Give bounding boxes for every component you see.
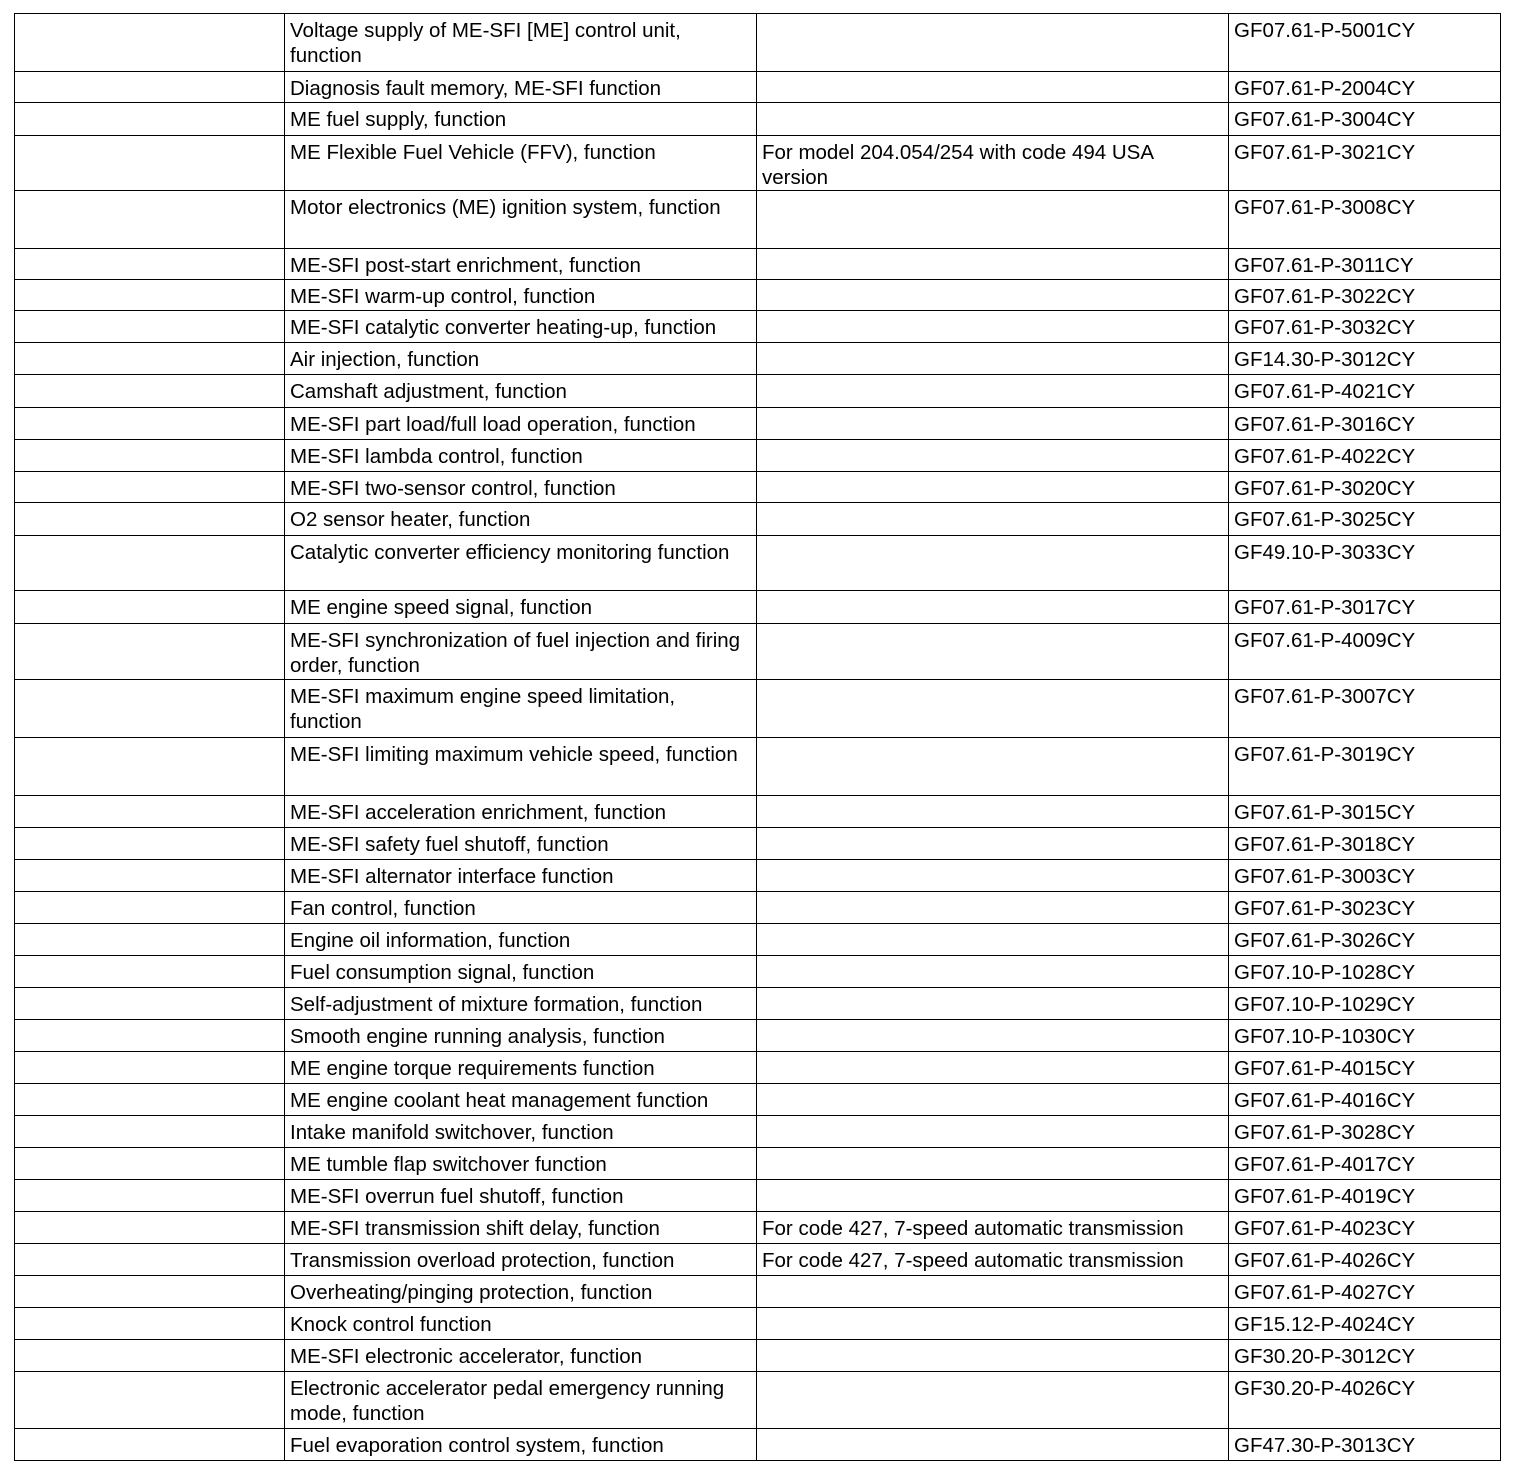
table-row bbox=[15, 1116, 1501, 1148]
code-cell: GF30.20-P-3012CY bbox=[1229, 1340, 1501, 1372]
note-cell bbox=[757, 1340, 1229, 1372]
code-cell: GF07.61-P-3017CY bbox=[1229, 591, 1501, 624]
row-blank-cell bbox=[15, 860, 285, 892]
code-cell: GF07.61-P-3007CY bbox=[1229, 680, 1501, 738]
table-row bbox=[15, 440, 1501, 472]
table-row bbox=[15, 988, 1501, 1020]
row-blank-cell bbox=[15, 136, 285, 191]
note-cell bbox=[757, 591, 1229, 624]
table-row bbox=[15, 375, 1501, 408]
table-row bbox=[15, 408, 1501, 440]
code-cell: GF07.61-P-4015CY bbox=[1229, 1052, 1501, 1084]
function-cell: O2 sensor heater, function bbox=[285, 503, 757, 536]
code-cell: GF07.61-P-3028CY bbox=[1229, 1116, 1501, 1148]
function-cell: Intake manifold switchover, function bbox=[285, 1116, 757, 1148]
code-cell: GF30.20-P-4026CY bbox=[1229, 1372, 1501, 1429]
table-row bbox=[15, 1276, 1501, 1308]
table-row bbox=[15, 1180, 1501, 1212]
code-cell: GF07.61-P-3015CY bbox=[1229, 796, 1501, 828]
row-blank-cell bbox=[15, 738, 285, 796]
function-cell: ME engine coolant heat management function bbox=[285, 1084, 757, 1116]
row-blank-cell bbox=[15, 1308, 285, 1340]
note-cell: For model 204.054/254 with code 494 USA version bbox=[757, 136, 1229, 191]
note-cell bbox=[757, 249, 1229, 280]
function-cell: ME-SFI catalytic converter heating-up, function bbox=[285, 311, 757, 343]
table-row bbox=[15, 72, 1501, 103]
note-cell bbox=[757, 988, 1229, 1020]
code-cell: GF07.61-P-3021CY bbox=[1229, 136, 1501, 191]
table-row bbox=[15, 1084, 1501, 1116]
table-row bbox=[15, 311, 1501, 343]
function-cell: ME-SFI safety fuel shutoff, function bbox=[285, 828, 757, 860]
function-cell: Overheating/pinging protection, function bbox=[285, 1276, 757, 1308]
code-cell: GF07.10-P-1028CY bbox=[1229, 956, 1501, 988]
table-row bbox=[15, 624, 1501, 680]
note-cell bbox=[757, 103, 1229, 136]
code-cell: GF07.61-P-3018CY bbox=[1229, 828, 1501, 860]
note-cell bbox=[757, 280, 1229, 311]
code-cell: GF07.61-P-5001CY bbox=[1229, 14, 1501, 72]
table-row bbox=[15, 828, 1501, 860]
function-cell: ME-SFI lambda control, function bbox=[285, 440, 757, 472]
code-cell: GF07.10-P-1030CY bbox=[1229, 1020, 1501, 1052]
row-blank-cell bbox=[15, 924, 285, 956]
function-cell: Fuel evaporation control system, function bbox=[285, 1429, 757, 1461]
code-cell: GF07.61-P-4016CY bbox=[1229, 1084, 1501, 1116]
function-cell: Catalytic converter efficiency monitoring function bbox=[285, 536, 757, 591]
function-cell: ME-SFI warm-up control, function bbox=[285, 280, 757, 311]
function-cell: ME engine speed signal, function bbox=[285, 591, 757, 624]
function-cell: Voltage supply of ME-SFI [ME] control unit, function bbox=[285, 14, 757, 72]
row-blank-cell bbox=[15, 191, 285, 249]
code-cell: GF07.10-P-1029CY bbox=[1229, 988, 1501, 1020]
table-row bbox=[15, 136, 1501, 191]
table-row bbox=[15, 280, 1501, 311]
row-blank-cell bbox=[15, 72, 285, 103]
function-cell: ME-SFI synchronization of fuel injection and firing order, function bbox=[285, 624, 757, 680]
function-cell: ME-SFI post-start enrichment, function bbox=[285, 249, 757, 280]
code-cell: GF07.61-P-4019CY bbox=[1229, 1180, 1501, 1212]
row-blank-cell bbox=[15, 828, 285, 860]
table-row bbox=[15, 956, 1501, 988]
table-row bbox=[15, 1429, 1501, 1461]
code-cell: GF07.61-P-4009CY bbox=[1229, 624, 1501, 680]
function-cell: ME-SFI electronic accelerator, function bbox=[285, 1340, 757, 1372]
row-blank-cell bbox=[15, 1212, 285, 1244]
table-row bbox=[15, 1244, 1501, 1276]
table-row bbox=[15, 1308, 1501, 1340]
function-cell: Motor electronics (ME) ignition system, function bbox=[285, 191, 757, 249]
row-blank-cell bbox=[15, 503, 285, 536]
note-cell bbox=[757, 191, 1229, 249]
row-blank-cell bbox=[15, 280, 285, 311]
note-cell bbox=[757, 1308, 1229, 1340]
note-cell bbox=[757, 1052, 1229, 1084]
note-cell bbox=[757, 1084, 1229, 1116]
note-cell bbox=[757, 624, 1229, 680]
note-cell bbox=[757, 892, 1229, 924]
row-blank-cell bbox=[15, 796, 285, 828]
note-cell bbox=[757, 72, 1229, 103]
function-cell: Engine oil information, function bbox=[285, 924, 757, 956]
code-cell: GF07.61-P-3022CY bbox=[1229, 280, 1501, 311]
note-cell bbox=[757, 408, 1229, 440]
table-row bbox=[15, 1052, 1501, 1084]
table-row bbox=[15, 503, 1501, 536]
code-cell: GF07.61-P-3020CY bbox=[1229, 472, 1501, 503]
note-cell bbox=[757, 1116, 1229, 1148]
function-cell: Smooth engine running analysis, function bbox=[285, 1020, 757, 1052]
code-cell: GF07.61-P-4026CY bbox=[1229, 1244, 1501, 1276]
function-cell: ME fuel supply, function bbox=[285, 103, 757, 136]
row-blank-cell bbox=[15, 956, 285, 988]
table-row bbox=[15, 1340, 1501, 1372]
table-row bbox=[15, 343, 1501, 375]
table-row bbox=[15, 472, 1501, 503]
code-cell: GF07.61-P-3003CY bbox=[1229, 860, 1501, 892]
function-cell: ME-SFI transmission shift delay, function bbox=[285, 1212, 757, 1244]
code-cell: GF07.61-P-4027CY bbox=[1229, 1276, 1501, 1308]
row-blank-cell bbox=[15, 591, 285, 624]
row-blank-cell bbox=[15, 14, 285, 72]
row-blank-cell bbox=[15, 624, 285, 680]
note-cell bbox=[757, 440, 1229, 472]
code-cell: GF49.10-P-3033CY bbox=[1229, 536, 1501, 591]
table-row bbox=[15, 591, 1501, 624]
row-blank-cell bbox=[15, 1429, 285, 1461]
code-cell: GF07.61-P-3019CY bbox=[1229, 738, 1501, 796]
row-blank-cell bbox=[15, 680, 285, 738]
code-cell: GF07.61-P-4022CY bbox=[1229, 440, 1501, 472]
code-cell: GF07.61-P-3023CY bbox=[1229, 892, 1501, 924]
row-blank-cell bbox=[15, 103, 285, 136]
row-blank-cell bbox=[15, 536, 285, 591]
note-cell bbox=[757, 311, 1229, 343]
code-cell: GF07.61-P-3004CY bbox=[1229, 103, 1501, 136]
function-cell: ME engine torque requirements function bbox=[285, 1052, 757, 1084]
row-blank-cell bbox=[15, 1276, 285, 1308]
code-cell: GF07.61-P-3008CY bbox=[1229, 191, 1501, 249]
function-cell: ME-SFI acceleration enrichment, function bbox=[285, 796, 757, 828]
table-row bbox=[15, 860, 1501, 892]
function-cell: Diagnosis fault memory, ME-SFI function bbox=[285, 72, 757, 103]
note-cell bbox=[757, 1372, 1229, 1429]
row-blank-cell bbox=[15, 892, 285, 924]
note-cell bbox=[757, 503, 1229, 536]
row-blank-cell bbox=[15, 1244, 285, 1276]
row-blank-cell bbox=[15, 1340, 285, 1372]
row-blank-cell bbox=[15, 375, 285, 408]
code-cell: GF07.61-P-3032CY bbox=[1229, 311, 1501, 343]
row-blank-cell bbox=[15, 1148, 285, 1180]
table-row bbox=[15, 680, 1501, 738]
row-blank-cell bbox=[15, 1180, 285, 1212]
code-cell: GF14.30-P-3012CY bbox=[1229, 343, 1501, 375]
row-blank-cell bbox=[15, 440, 285, 472]
code-cell: GF15.12-P-4024CY bbox=[1229, 1308, 1501, 1340]
note-cell bbox=[757, 1180, 1229, 1212]
note-cell bbox=[757, 680, 1229, 738]
table-row bbox=[15, 1212, 1501, 1244]
note-cell bbox=[757, 1429, 1229, 1461]
table-row bbox=[15, 924, 1501, 956]
code-cell: GF07.61-P-4023CY bbox=[1229, 1212, 1501, 1244]
row-blank-cell bbox=[15, 988, 285, 1020]
note-cell bbox=[757, 343, 1229, 375]
function-cell: ME tumble flap switchover function bbox=[285, 1148, 757, 1180]
function-cell: ME-SFI two-sensor control, function bbox=[285, 472, 757, 503]
table-row bbox=[15, 1372, 1501, 1429]
row-blank-cell bbox=[15, 1052, 285, 1084]
row-blank-cell bbox=[15, 343, 285, 375]
code-cell: GF07.61-P-4017CY bbox=[1229, 1148, 1501, 1180]
note-cell bbox=[757, 472, 1229, 503]
function-cell: ME-SFI maximum engine speed limitation, function bbox=[285, 680, 757, 738]
function-cell: Transmission overload protection, function bbox=[285, 1244, 757, 1276]
note-cell bbox=[757, 1148, 1229, 1180]
row-blank-cell bbox=[15, 1020, 285, 1052]
note-cell bbox=[757, 14, 1229, 72]
function-cell: Camshaft adjustment, function bbox=[285, 375, 757, 408]
note-cell bbox=[757, 924, 1229, 956]
note-cell bbox=[757, 828, 1229, 860]
function-cell: ME-SFI part load/full load operation, function bbox=[285, 408, 757, 440]
code-cell: GF07.61-P-3025CY bbox=[1229, 503, 1501, 536]
function-cell: ME-SFI alternator interface function bbox=[285, 860, 757, 892]
table-row bbox=[15, 1020, 1501, 1052]
table-row bbox=[15, 892, 1501, 924]
code-cell: GF47.30-P-3013CY bbox=[1229, 1429, 1501, 1461]
code-cell: GF07.61-P-3016CY bbox=[1229, 408, 1501, 440]
table-row bbox=[15, 103, 1501, 136]
function-cell: Fuel consumption signal, function bbox=[285, 956, 757, 988]
note-cell bbox=[757, 738, 1229, 796]
table-row bbox=[15, 738, 1501, 796]
row-blank-cell bbox=[15, 1084, 285, 1116]
row-blank-cell bbox=[15, 1116, 285, 1148]
note-cell: For code 427, 7-speed automatic transmission bbox=[757, 1244, 1229, 1276]
table-row bbox=[15, 191, 1501, 249]
table-body bbox=[15, 14, 1501, 1461]
note-cell bbox=[757, 956, 1229, 988]
row-blank-cell bbox=[15, 472, 285, 503]
table-row bbox=[15, 536, 1501, 591]
function-reference-table bbox=[14, 13, 1501, 1461]
function-cell: Air injection, function bbox=[285, 343, 757, 375]
function-cell: Fan control, function bbox=[285, 892, 757, 924]
note-cell bbox=[757, 796, 1229, 828]
function-cell: Self-adjustment of mixture formation, function bbox=[285, 988, 757, 1020]
code-cell: GF07.61-P-3026CY bbox=[1229, 924, 1501, 956]
row-blank-cell bbox=[15, 311, 285, 343]
row-blank-cell bbox=[15, 408, 285, 440]
function-cell: Knock control function bbox=[285, 1308, 757, 1340]
note-cell bbox=[757, 536, 1229, 591]
function-cell: Electronic accelerator pedal emergency running mode, function bbox=[285, 1372, 757, 1429]
table-row bbox=[15, 1148, 1501, 1180]
note-cell bbox=[757, 1020, 1229, 1052]
note-cell: For code 427, 7-speed automatic transmission bbox=[757, 1212, 1229, 1244]
code-cell: GF07.61-P-2004CY bbox=[1229, 72, 1501, 103]
function-cell: ME Flexible Fuel Vehicle (FFV), function bbox=[285, 136, 757, 191]
note-cell bbox=[757, 375, 1229, 408]
function-cell: ME-SFI overrun fuel shutoff, function bbox=[285, 1180, 757, 1212]
table-row bbox=[15, 796, 1501, 828]
row-blank-cell bbox=[15, 1372, 285, 1429]
function-cell: ME-SFI limiting maximum vehicle speed, function bbox=[285, 738, 757, 796]
note-cell bbox=[757, 1276, 1229, 1308]
table-row bbox=[15, 14, 1501, 72]
note-cell bbox=[757, 860, 1229, 892]
table-row bbox=[15, 249, 1501, 280]
row-blank-cell bbox=[15, 249, 285, 280]
code-cell: GF07.61-P-3011CY bbox=[1229, 249, 1501, 280]
code-cell: GF07.61-P-4021CY bbox=[1229, 375, 1501, 408]
